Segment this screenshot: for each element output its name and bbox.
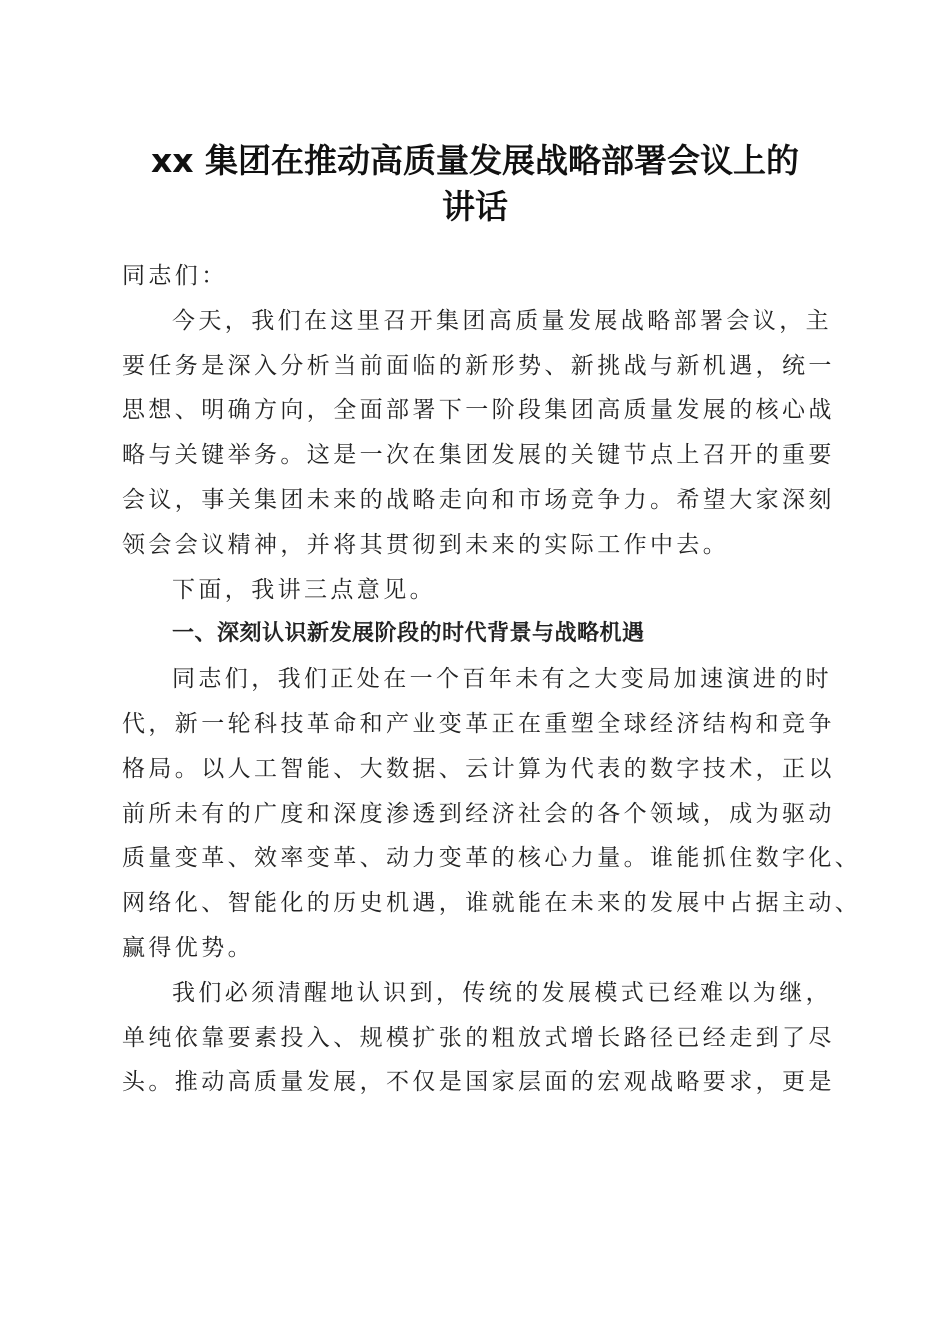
paragraph-line: 格局。以人工智能、大数据、云计算为代表的数字技术，正以 (122, 755, 835, 782)
paragraph-line: 今天，我们在这里召开集团高质量发展战略部署会议，主 (172, 307, 832, 334)
paragraph-line: 思想、明确方向，全面部署下一阶段集团高质量发展的核心战 (122, 397, 835, 424)
salutation: 同志们： (122, 263, 228, 289)
paragraph-line: 领会会议精神，并将其贯彻到未来的实际工作中去。 (122, 531, 730, 558)
title-line-2: 讲话 (442, 187, 508, 226)
paragraph-line: 代，新一轮科技革命和产业变革正在重塑全球经济结构和竞争 (122, 710, 835, 737)
paragraph-line: 头。推动高质量发展，不仅是国家层面的宏观战略要求，更是 (122, 1069, 835, 1096)
paragraph-line: 赢得优势。 (122, 934, 254, 961)
section-heading: 一、深刻认识新发展阶段的时代背景与战略机遇 (172, 621, 645, 647)
paragraph-line: 质量变革、效率变革、动力变革的核心力量。谁能抓住数字化、 (122, 845, 862, 872)
paragraph-line: 网络化、智能化的历史机遇，谁就能在未来的发展中占据主动、 (122, 890, 862, 917)
paragraph-line: 会议，事关集团未来的战略走向和市场竞争力。希望大家深刻 (122, 486, 835, 513)
document-body (122, 254, 862, 1105)
paragraph-line: 前所未有的广度和深度渗透到经济社会的各个领域，成为驱动 (122, 800, 835, 827)
paragraph-line: 同志们，我们正处在一个百年未有之大变局加速演进的时 (172, 666, 832, 693)
paragraph-line: 略与关键举务。这是一次在集团发展的关键节点上召开的重要 (122, 442, 835, 469)
paragraph-line: 单纯依靠要素投入、规模扩张的粗放式增长路径已经走到了尽 (122, 1024, 835, 1051)
document-title (100, 138, 850, 230)
paragraph-line: 我们必须清醒地认识到，传统的发展模式已经难以为继， (172, 979, 832, 1006)
paragraph-line: 要任务是深入分析当前面临的新形势、新挑战与新机遇，统一 (122, 352, 835, 379)
title-line-1: xx 集团在推动高质量发展战略部署会议上的 (150, 141, 800, 180)
paragraph-line: 下面，我讲三点意见。 (172, 576, 436, 603)
